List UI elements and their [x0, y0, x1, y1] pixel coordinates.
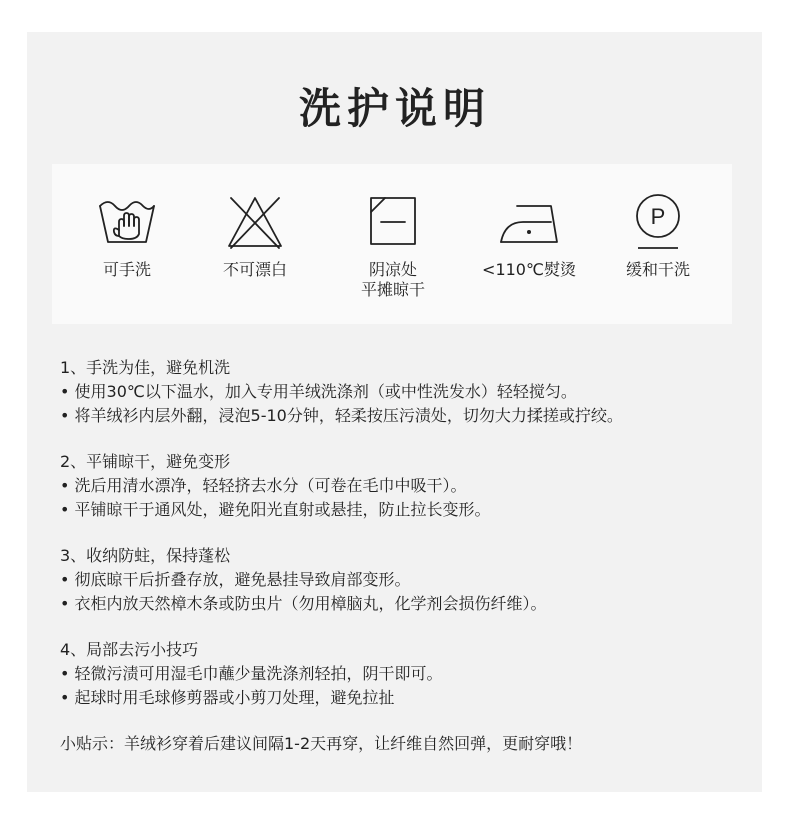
section-spot-clean	[60, 638, 760, 710]
care-item-hand-wash	[72, 192, 182, 280]
section-title: 4、局部去污小技巧	[60, 640, 199, 659]
care-label: 不可漂白	[222, 260, 287, 279]
section-storage	[60, 544, 760, 616]
section-hand-wash	[60, 356, 760, 428]
care-label: 阴凉处	[368, 260, 417, 279]
care-label: 可手洗	[102, 260, 151, 279]
iron-low-icon	[497, 192, 561, 252]
care-instructions	[60, 356, 760, 756]
bullet-item: • 平铺晾干于通风处，避免阳光直射或悬挂，防止拉长变形。	[60, 500, 491, 519]
care-symbols-panel	[52, 164, 732, 324]
section-title: 2、平铺晾干，避免变形	[60, 452, 231, 471]
care-item-iron	[474, 192, 584, 280]
dry-clean-p-icon	[626, 192, 690, 252]
bullet-item: • 彻底晾干后折叠存放，避免悬挂导致肩部变形。	[60, 570, 411, 589]
care-item-no-bleach	[200, 192, 310, 280]
care-item-dry-clean	[603, 192, 713, 280]
care-label: <110℃熨烫	[482, 260, 576, 279]
svg-text:P: P	[650, 204, 666, 229]
section-title: 3、收纳防蛀，保持蓬松	[60, 546, 231, 565]
care-label: 缓和干洗	[625, 260, 690, 279]
bullet-item: • 起球时用毛球修剪器或小剪刀处理，避免拉扯	[60, 688, 395, 707]
bullet-item: • 轻微污渍可用湿毛巾蘸少量洗涤剂轻拍，阴干即可。	[60, 664, 443, 683]
page-title: 洗护说明	[298, 84, 491, 133]
no-bleach-icon	[223, 192, 287, 252]
bullet-item: • 洗后用清水漂净，轻轻挤去水分（可卷在毛巾中吸干）。	[60, 476, 467, 495]
bullet-item: • 衣柜内放天然樟木条或防虫片（勿用樟脑丸，化学剂会损伤纤维）。	[60, 594, 547, 613]
care-label-line2: 平摊晾干	[360, 280, 425, 299]
dry-flat-shade-icon	[361, 192, 425, 252]
hand-wash-icon	[95, 192, 159, 252]
bullet-item: • 使用30℃以下温水，加入专用羊绒洗涤剂（或中性洗发水）轻轻搅匀。	[60, 382, 577, 401]
bullet-item: • 将羊绒衫内层外翻，浸泡5-10分钟，轻柔按压污渍处，切勿大力揉搓或拧绞。	[60, 406, 623, 425]
care-item-dry-flat	[338, 192, 448, 300]
section-title: 1、手洗为佳，避免机洗	[60, 358, 231, 377]
tip-text: 小贴示：羊绒衫穿着后建议间隔1-2天再穿，让纤维自然回弹，更耐穿哦！	[60, 734, 583, 753]
section-dry-flat	[60, 450, 760, 522]
